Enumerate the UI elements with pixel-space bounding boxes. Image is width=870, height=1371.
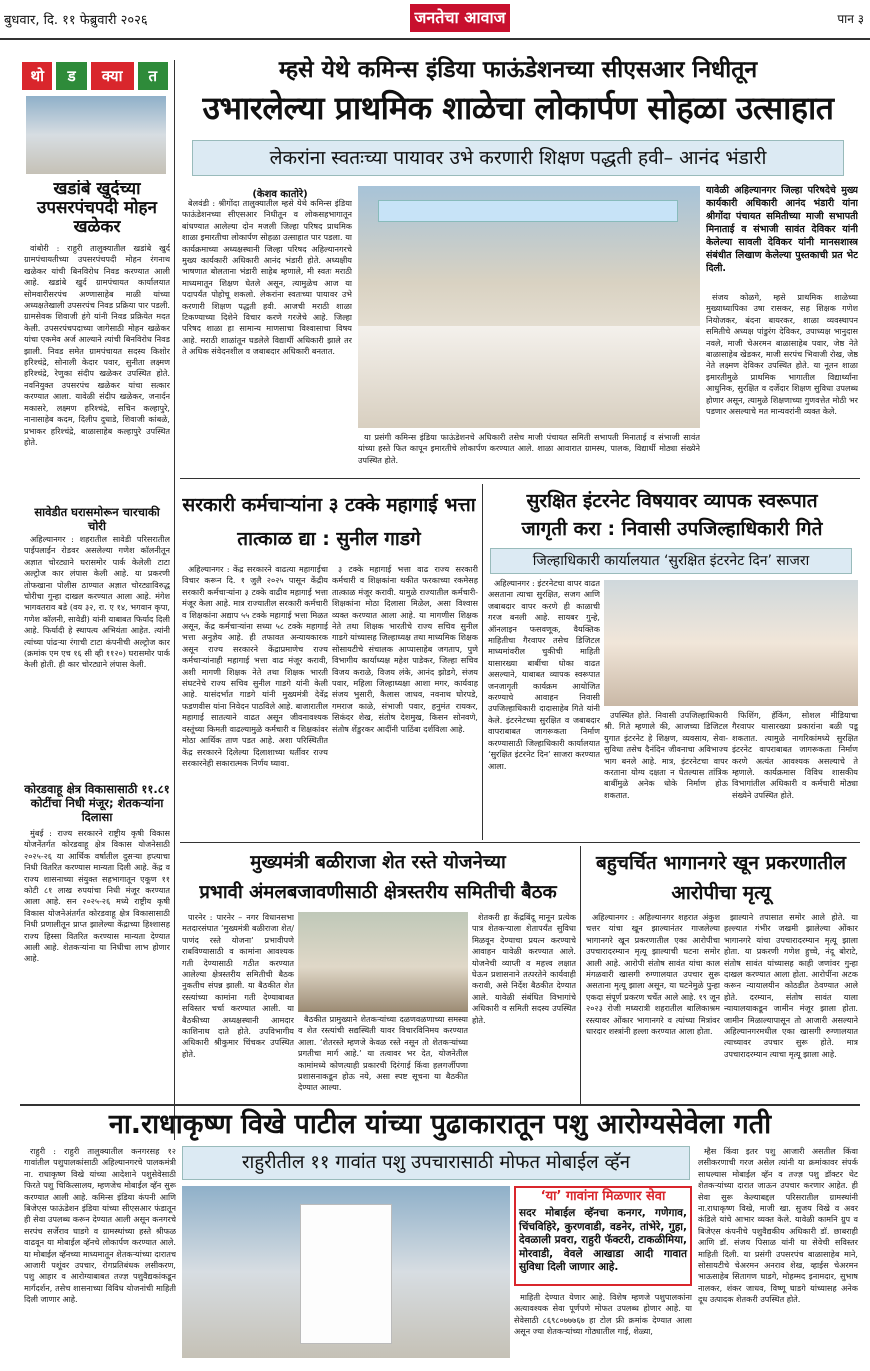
thodkyat-label (22, 62, 168, 90)
left-photo-group (26, 96, 166, 174)
story4-body-2: बैठकीत प्रामुख्याने शेतकऱ्यांच्या दळणवळणाच्या समस्या व शेत रस्त्यांची सद्यस्थिती यावर विचारविनिमय करण्यात आला. ‘शेतरस्ते म्हणजे केवळ रस्ते नसून तो शेतकऱ्यांच्या प्रगतीचा मार्ग आहे.’ या तत्वावर भर देत, योजनेतील कामांमध्ये कोणत्याही प्रकारची दिरंगाई किंवा हलगर्जीपणा प्रशासनाकडून होऊ नये, असा स्पष्ट सूचना या बैठकीत देण्यात आल्या. (298, 1014, 468, 1093)
top-story-bottom-rule (180, 478, 860, 479)
story3-headline-2: जागृती करा : निवासी उपजिल्हाधिकारी गिते (521, 518, 823, 540)
mid-rule (180, 842, 860, 843)
bottom-story-body: राहुरी : राहुरी तालुक्यातील कनगरसह १२ गावांतील पशुपालकांसाठी अहिल्यानगरचे पालकमंत्री ना. राधाकृष्ण विखे यांच्या आदेशाने पशुसेवेसाठी फिरते पशु चिकित्सालय, म्हणजेच मोबाईल व्हॅन सुरू करण्यात आली आहे. कमिन्स इंडिया कंपनी आणि बिजेएस फाऊंडेशन इंडिया यांच्या सीएसआर फंडातून ही सेवा उपलब्ध करून देण्यात आली असून कनगरचे सरपंच सर्जेराव घाडगे व ग्रामस्थांच्या हस्ते श्रीफळ वाढवून या मोबाईल व्हॅनचे लोकार्पण करण्यात आले. या मोबाईल व्हॅनच्या माध्यमातून शेतकऱ्यांच्या दारातच आजारी पशूंवर उपचार, रोगप्रतिबंधक लसीकरण, पशु आहार व आरोग्याबाबत तज्ज्ञ पशुवैद्यकांकडून मार्गदर्शन, तसेच शासनाच्या विविध योजनांची माहिती दिली जाणार आहे. (24, 1146, 176, 1305)
internet-day-photo (604, 580, 858, 706)
story5-headline: बहुचर्चित भागानगरे खून प्रकरणातील आरोपीचा मृत्यू (595, 852, 847, 904)
villages-service-title: ‘या’ गावांना मिळणार सेवा (540, 1189, 666, 1204)
story4-headline-2: प्रभावी अंमलबजावणीसाठी क्षेत्रस्तरीय समितीची बैठक (199, 882, 557, 903)
left-story3-body: मुंबई : राज्य सरकारने राष्ट्रीय कृषी विकास योजनेंतर्गत कोरडवाहू क्षेत्र विकास योजनेसाठी २०२५-२६ या आर्थिक वर्षातील दुसऱ्या हप्त्याचा निधी वितरित करण्यास मान्यता दिली आहे. केंद्र व राज्य शासनाच्या संयुक्त सहभागातून एकूण ११ कोटी ८१ लाख रुपयांचा निधी मंजूर करण्यात आला आहे. सन २०२५-२६ मध्ये राष्ट्रीय कृषी विकास योजनेअंतर्गत कोरडवाहू क्षेत्र विकासासाठी निधी प्रणालीतून प्राप्त झालेल्या केंद्राच्या हिश्शासह राज्य हिस्सा वितरित करण्यास मान्यता देण्यात आली आहे. शेतकऱ्यांना या निधीचा लाभ होणार आहे. (24, 828, 170, 964)
left-story2-headline: सावेडीत घरासमोरून चारचाकी चोरी (34, 505, 160, 533)
school-inauguration-photo (358, 186, 700, 428)
top-story-byline: (केशव कातोरे) (252, 189, 308, 200)
bottom-story-subhead-box (182, 1146, 690, 1180)
page-number: पान ३ (837, 12, 864, 26)
left-story3-headline: कोरडवाहू क्षेत्र विकासासाठी ११.८१ कोटींचा निधी मंजूर; शेतकऱ्यांना दिलासा (24, 782, 170, 824)
story2-divider (482, 484, 483, 840)
top-story-kicker: म्हसे येथे कमिन्स इंडिया फाऊंडेशनच्या सीएसआर निधीतून (278, 57, 758, 83)
thodkyat-tile-3: क्या (91, 62, 134, 90)
mobile-van-photo (182, 1186, 510, 1358)
story5-body-2: झाल्याने तपासात समोर आले होते. या हल्ल्यात गंभीर जखमी झालेल्या ओंकार भागानगरे यांचा उपचारादरम्यान मृत्यू झाला होता. या प्रकरणी गणेश हुच्चे, नंदू बोराटे, संतोष सावंत यांच्यासह काही जणांवर गुन्हा दाखल करण्यात आला होता. आरोपींना अटक करून न्यायालयीन कोठडीत ठेवण्यात आले होते. दरम्यान, संतोष सावंत याला न्यायालयाकडून जामीन मंजूर झाला होता. जामीन मिळाल्यापासून तो आजारी असल्याने अहिल्यानगरमधील एका खासगी रुग्णालयात त्याच्यावर उपचार सुरू होते. मात्र उपचारादरम्यान त्याचा मृत्यू झाला आहे. (724, 912, 858, 1059)
story3-body: अहिल्यानगर : इंटरनेटचा वापर वाढत असताना त्याचा सुरक्षित, सजग आणि जबाबदार वापर करणे ही काळाची गरज बनली आहे. सायबर गुन्हे, ऑनलाइन फसवणूक, वैयक्तिक माहितीचा गैरवापर तसेच डिजिटल माध्यमांवरील चुकीची माहिती यासारख्या बाबींचा धोका वाढत असल्याने, याबाबत व्यापक स्वरूपात जनजागृती कार्यक्रम आयोजित करण्याचे आवाहन निवासी उपजिल्हाधिकारी दादासाहेब गिते यांनी केले. इंटरनेटच्या सुरक्षित व जबाबदार वापराबाबत जागरूकता निर्माण करण्यासाठी जिल्हाधिकारी कार्यालयात ‘सुरक्षित इंटरनेट दिन’ साजरा करण्यात आला. (488, 578, 600, 771)
committee-meeting-photo (298, 912, 468, 1012)
bottom-story-note: माहिती देण्यात येणार आहे. विशेष म्हणजे पशुपालकांना अत्यावश्यक सेवा पूर्णपणे मोफत उपलब्ध होणार आहे. या सेवेसाठी ८६९८०७७७६७ हा टोल फ्री क्रमांक देण्यात आला असून ज्या शेतकऱ्यांच्या गोठ्यातील गाई, शेळ्या, (514, 1292, 692, 1337)
bottom-story-right-body: म्हैस किंवा इतर पशु आजारी असतील किंवा लसीकरणाची गरज असेल त्यांनी या क्रमांकावर संपर्क साधल्यास मोबाईल व्हॅन व तज्ज्ञ पशु डॉक्टर थेट शेतकऱ्यांच्या दारात जाऊन उपचार करणार आहेत. ही सेवा सुरू केल्याबद्दल परिसरातील ग्रामस्थांनी ना.राधाकृष्ण विखे, माजी खा. सुजय विखे व अवर कंडिले यांचे आभार व्यक्त केले. यावेळी कामनि ग्रुप व बिजेएस कंपनीचे पशुवैद्यकीय अधिकारी डॉ. छाबराही आणि डॉ. संजय पिसाळ यांनी या सेवेची सविस्तर माहिती दिली. या प्रसंगी उपसरपंच बाळासाहेब माने, सोसायटीचे चेअरमन अनराव शेख, व्हाईस चेअरमन भाऊसाहेब सितागण घाडगे, मोहम्मद इनामदार, सुभाष नालकर, शंकर जाधव, विष्णू घाडगे यांच्यासह अनेक दूध उत्पादक शेतकरी उपस्थित होते. (698, 1146, 858, 1305)
left-story2-body: अहिल्यानगर : शहरातील सावेडी परिसरातील पाईपलाईन रोडवर असलेल्या गणेश कॉलनीतून अज्ञात चोरट्याने घरासमोर पार्क केलेली टाटा अल्ट्रोज कार लंपास केली आहे. या प्रकरणी तोफखाना पोलीस ठाण्यात अज्ञात चोरट्याविरुद्ध चोरीचा गुन्हा दाखल करण्यात आला आहे. मंगेश भागवतराव बडे (वय ३२, रा. ए १४, भगवान कृपा, गणेश कॉलनी, सावेडी) यांनी याबाबत फिर्याद दिली आहे. फिर्यादी हे स्थापत्य अभियंता आहेत. त्यांनी त्यांच्या पांढऱ्या रंगाची टाटा कंपनीची अल्ट्रोज कार (क्रमांक एम एच १६ सी व्ही ११२०) घरासमोर पार्क केली होती. ही कार चोरट्याने लंपास केली. (24, 534, 170, 670)
villages-service-box (514, 1186, 692, 1286)
story4-body: पारनेर : पारनेर – नगर विधानसभा मतदारसंघात ‘मुख्यमंत्री बळीराजा शेत/पाणंद रस्ते योजना’ प्रभावीपणे राबविण्यासाठी व कामांना आवश्यक गती देण्यासाठी गठीत करण्यात आलेल्या क्षेत्रस्तरीय समितीची बैठक नुकतीच संपन्न झाली. या बैठकीत शेत रस्त्यांच्या कामांना गती देण्याबाबत सविस्तर चर्चा करण्यात आली. या बैठकीच्या अध्यक्षस्थानी आमदार काशिनाथ दाते होते. उपविभागीय अधिकारी श्रीकुमार चिंचकर उपस्थित होते. (182, 912, 294, 1059)
top-story-subhead: लेकरांना स्वतःच्या पायावर उभे करणारी शिक्षण पद्धती हवी– आनंद भंडारी (269, 147, 767, 169)
story3-body-3: फिशिंग, हॅकिंग, सोशल मीडियाचा गैरवापर यासारख्या प्रकारांना बळी पडू शकतात. त्यामुळे नागरिकांमध्ये सुरक्षित इंटरनेट वापराबाबत जागरूकता निर्माण करणे अत्यंत आवश्यक असल्याचे ते म्हणाले. कार्यक्रमास विविध शासकीय विभागांतील अधिकारी व कर्मचारी मोठ्या संख्येने उपस्थित होते. (732, 710, 858, 800)
top-story-body: बेलवंडी : श्रीगोंदा तालुक्यातील म्हसे येथे कमिन्स इंडिया फाऊंडेशनच्या सीएसआर निधीतून व लोकसहभागातून बांधण्यात आलेल्या दोन मजली जिल्हा परिषद प्राथमिक शाळा इमारतीचा लोकार्पण सोहळा उत्साहात पार पडला. या कार्यक्रमाच्या अध्यक्षस्थानी जिल्हा परिषद अहिल्यानगरचे मुख्य कार्यकारी अधिकारी आनंद भंडारी होते. अध्यक्षीय भाषणात बोलताना भंडारी साहेब म्हणाले, मी स्वतः मराठी माध्यमातून शिक्षण घेतले असून, त्यामुळेच आज या पदापर्यंत पोहोचू शकलो. लेकरांना स्वतःच्या पायावर उभे करणारी शिक्षण पद्धती हवी. आजची मराठी शाळा टिकण्याच्या दिशेने विचार करणे गरजेचे आहे. जिल्हा परिषद शाळा हा सामान्य माणसाचा विश्वासाचा विषय आहे. मराठी शाळांतून घडलेले विद्यार्थी अधिकारी झाले तर ते अधिक संवेदनशील व जबाबदार अधिकारी बनतात. (182, 198, 352, 357)
bottom-story-headline: ना.राधाकृष्ण विखे पाटील यांच्या पुढाकारातून पशु आरोग्यसेवेला गती (108, 1109, 772, 1140)
story4-body-3: शेतकरी हा केंद्रबिंदू मानून प्रत्येक पात्र शेतकऱ्याला शेतापर्यंत सुविधा मिळवून देण्याचा प्रयत्न करण्याचे आवाहन यावेळी करण्यात आले. योजनेची व्याप्ती व महत्त्व लक्षात घेऊन प्रशासनाने तत्परतेने कार्यवाही करावी, असे निर्देश बैठकीत देण्यात आले. यावेळी संबंधित विभागांचे अधिकारी व समिती सदस्य उपस्थित होते. (472, 912, 576, 1025)
story3-headline-1: सुरक्षित इंटरनेट विषयावर व्यापक स्वरूपात (526, 490, 818, 512)
thodkyat-tile-1: थो (22, 62, 52, 90)
left-story1-headline: खडांबे खुर्दच्या उपसरपंचपदी मोहन खळेकर (37, 180, 157, 237)
villages-service-body: सदर मोबाईल व्हॅनचा कनगर, गणेगाव, चिंचविहिरे, कुरणवाडी, वडनेर, तांभेरे, गुहा, देवळाली प्रवरा, राहुरी फॅक्टरी, टाकळीमिया, मोरवाडी, वेवले आखाडा आदी गावात सुविधा दिली जाणार आहे. (519, 1207, 687, 1273)
left-column-divider (174, 60, 175, 1140)
story3-body-2: उपस्थित होते. निवासी उपजिल्हाधिकारी श्री. गिते म्हणाले की, आजच्या डिजिटल युगात इंटरनेट हे शिक्षण, व्यवसाय, सेवा-सुविधा तसेच दैनंदिन जीवनाचा अविभाज्य भाग बनले आहे. मात्र, इंटरनेटचा वापर करताना योग्य दक्षता न घेतल्यास तांत्रिक बाबींमुळे अनेक धोके निर्माण होऊ शकतात. (604, 710, 728, 800)
top-story-mid-body: या प्रसंगी कमिन्स इंडिया फाऊंडेशनचे अधिकारी तसेच माजी पंचायत समिती सभापती मिनाताई व संभाजी सावंत यांच्या हस्ते फित कापून इमारतीचे लोकार्पण करण्यात आले. शाळा आवारात ग्रामस्थ, पालक, विद्यार्थी मोठ्या संख्येने उपस्थित होते. (358, 432, 700, 465)
story4-headline-1: मुख्यमंत्री बळीराजा शेत रस्ते योजनेच्या (250, 852, 506, 873)
story5-body: अहिल्यानगर : अहिल्यानगर शहरात अंकुश चत्तर यांचा खून झाल्यानंतर गाजलेल्या भागानगरे खून प्रकरणातील एका आरोपीचा उपचारादरम्यान मृत्यू झाल्याची घटना समोर आली आहे. आरोपी संतोष सावंत यांचा काल मंगळवारी खासगी रुग्णालयात उपचार सुरू असताना मृत्यू झाला असून, या घटनेमुळे पुन्हा एकदा संपूर्ण प्रकरण चर्चेत आले आहे. १९ जून २०२३ रोजी मध्यरात्री शहरातील बालिकाश्रम रस्त्यावर ओंकार भागानगरे व त्यांच्या मित्रांवर धारदार शस्त्रांनी हल्ला करण्यात आला होता. (586, 912, 720, 1037)
top-story-right-body: संजय कोळगे, म्हसे प्राथमिक शाळेच्या मुख्याध्यापिका उषा रासकर, सह शिक्षक गणेश नियोजकर, बंदना बायरकर, शाळा व्यवस्थापन समितीचे अध्यक्ष पांडुरंग देविकर, उपाध्यक्ष भानुदास नवले, माजी चेअरमन बाळासाहेब पवार, जेष्ठ नेते बाळासाहेब खेडकर, माजी सरपंच भिवाजी रोख, जेष्ठ नेते लक्ष्मण देविकर उपस्थित होते. या नूतन शाळा इमारतीमुळे प्राथमिक भागातील विद्यार्थ्यांना आधुनिक, सुरक्षित व दर्जेदार शिक्षण सुविधा उपलब्ध होणार असून, त्यामुळे शिक्षणाच्या गुणवत्तेत मोठी भर पडणार असल्याचे मत मान्यवरांनी व्यक्त केले. (706, 292, 858, 417)
masthead-logo: जनतेचा आवाज (410, 4, 510, 32)
left-story1-body: वांबोरी : राहुरी तालुक्यातील खडांबे खुर्द ग्रामपंचायतीच्या उपसरपंचपदी मोहन रंगनाथ खळेकर यांची बिनविरोध निवड करण्यात आली आहे. खडांबे खुर्द ग्रामपंचायत कार्यालयात सोमवारीसरपंच अण्णासाहेब माळी यांच्या अध्यक्षतेखाली उपसरपंच निवड प्रक्रिया पार पडली. ग्रामसेवक शिवाजी हंगे यांनी निवड प्रक्रियेत मदत केली. उपसरपंचपदाच्या जागेसाठी मोहन खळेकर यांचा एकमेव अर्ज आल्याने त्यांची बिनविरोध निवड झाली. निवड समेत ग्रामपंचायत सदस्य किशोर हरिश्चंद्रे, सोनाली केदार पवार, सुनीता लक्ष्मण हरिश्चंद्रे, रेणुका संदीप खळेकर उपस्थित होते. नवनियुक्त उपसरपंच खळेकर यांचा सत्कार करण्यात आला. यावेळी संदीप खळेकर, जनार्दन मकासरे, लक्ष्मण हरिश्चंद्रे, सचिन कल्हापुरे, नानासाहेब कदम, दिलीप दुधाडे, शिवाजी कांबळे, प्रभाकर हरिश्चंद्रे, बाळासाहेब कल्हापुरे उपस्थित होते. (24, 243, 170, 447)
top-story-headline: उभारलेल्या प्राथमिक शाळेचा लोकार्पण सोहळा उत्साहात (202, 89, 834, 127)
story3-subhead-box (490, 548, 852, 574)
story3-subhead: जिल्हाधिकारी कार्यालयात ‘सुरक्षित इंटरनेट दिन’ साजरा (532, 553, 810, 569)
page-header (0, 0, 870, 40)
thodkyat-tile-4: त (138, 62, 168, 90)
thodkyat-tile-2: ड (56, 62, 86, 90)
top-story-right-lead: यावेळी अहिल्यानगर जिल्हा परिषदेचे मुख्य कार्यकारी अधिकारी आनंद भंडारी यांना श्रीगोंदा पंचायत समितीच्या माजी सभापती मिनाताई व संभाजी सावंत देविकर यांनी केलेल्या सावली देविकर यांनी मानसशास्त्र संबंधीत लिखाण केलेल्या पुस्तकाची प्रत भेट दिली. (706, 185, 858, 274)
story2-body: अहिल्यानगर : केंद्र सरकारने वाढत्या महागाईचा विचार करून दि. १ जुलै २०२५ पासून केंद्रीय सरकारी कर्मचाऱ्यांना ३ टक्के वाढीव महागाई भत्ता मंजूर केला आहे. मात्र राज्यातील सरकारी कर्मचारी व शिक्षकांना अद्याप ५५ टक्के महागाई भत्ता मिळत असून, केंद्र कर्मचाऱ्यांना सध्या ५८ टक्के महागाई भत्ता अनुज्ञेय आहे. ही तफावत अन्यायकारक असून राज्य सरकारने केंद्राप्रमाणेच राज्य कर्मचाऱ्यांनाही महागाई भत्ता वाढ मंजूर करावी, अशी मागणी शिक्षक नेते तथा शिक्षक भारती संघटनेचे राज्य सचिव सुनील गाडगे यांनी केली आहे. यासंदर्भात गाडगे यांनी मुख्यमंत्री देवेंद्र फडणवीस यांना निवेदन पाठविले आहे. बाजारातील महागाई सातत्याने वाढत असून जीवनावश्यक वस्तूंच्या किमती वाढल्यामुळे कर्मचारी व शिक्षकांवर मोठा आर्थिक ताण पडत आहे. अशा परिस्थितीत केंद्र सरकारने दिलेल्या दिलाशाच्या धर्तीवर राज्य सरकारनेही सकारात्मक निर्णय घ्यावा. (182, 564, 328, 768)
story4-divider (580, 846, 581, 1104)
story2-headline: सरकारी कर्मचाऱ्यांना ३ टक्के महागाई भत्ता तात्काळ द्या : सुनील गाडगे (182, 494, 476, 550)
issue-date: बुधवार, दि. ११ फेब्रुवारी २०२६ (4, 13, 148, 28)
top-story-subhead-box (192, 140, 844, 176)
bottom-story-subhead: राहुरीतील ११ गावांत पशु उपचारासाठी मोफत मोबाईल व्हॅन (241, 1152, 631, 1173)
story2-body-2: ३ टक्के महागाई भत्ता वाढ राज्य सरकारी कर्मचारी व शिक्षकांना थकीत फरकाच्या रकमेसह तात्काळ मंजूर करावी. यामुळे राज्यातील कर्मचारी-शिक्षकांना मोठा दिलासा मिळेल, असा विश्वास व्यक्त करण्यात आला आहे. या मागणीस शिक्षक नेते तथा शिक्षक भारतीचे राज्य सचिव सुनील गाडगे यांच्यासह जिल्हाध्यक्ष तथा माध्यमिक शिक्षक सोसायटीचे संचालक आप्पासाहेब जगताप, पुणे विभागीय कार्याध्यक्ष महेश पाडेकर, जिल्हा सचिव विजय कराळे, विजय लंके, आनंद झोडगे, संजय पवार, महिला जिल्हाध्यक्षा आशा मगर, कार्यवाह संजय भुसारी, कैलास जाधव, नवनाथ घोरपडे, गमराज काळे, संभाजी पवार, हनुमंत रायकर, सिकंदर शेख, संतोष देशमुख, किसन सोनवणे, संतोष शेंडुरकर आदींनी पाठिंबा दर्शविला आहे. (332, 564, 478, 734)
